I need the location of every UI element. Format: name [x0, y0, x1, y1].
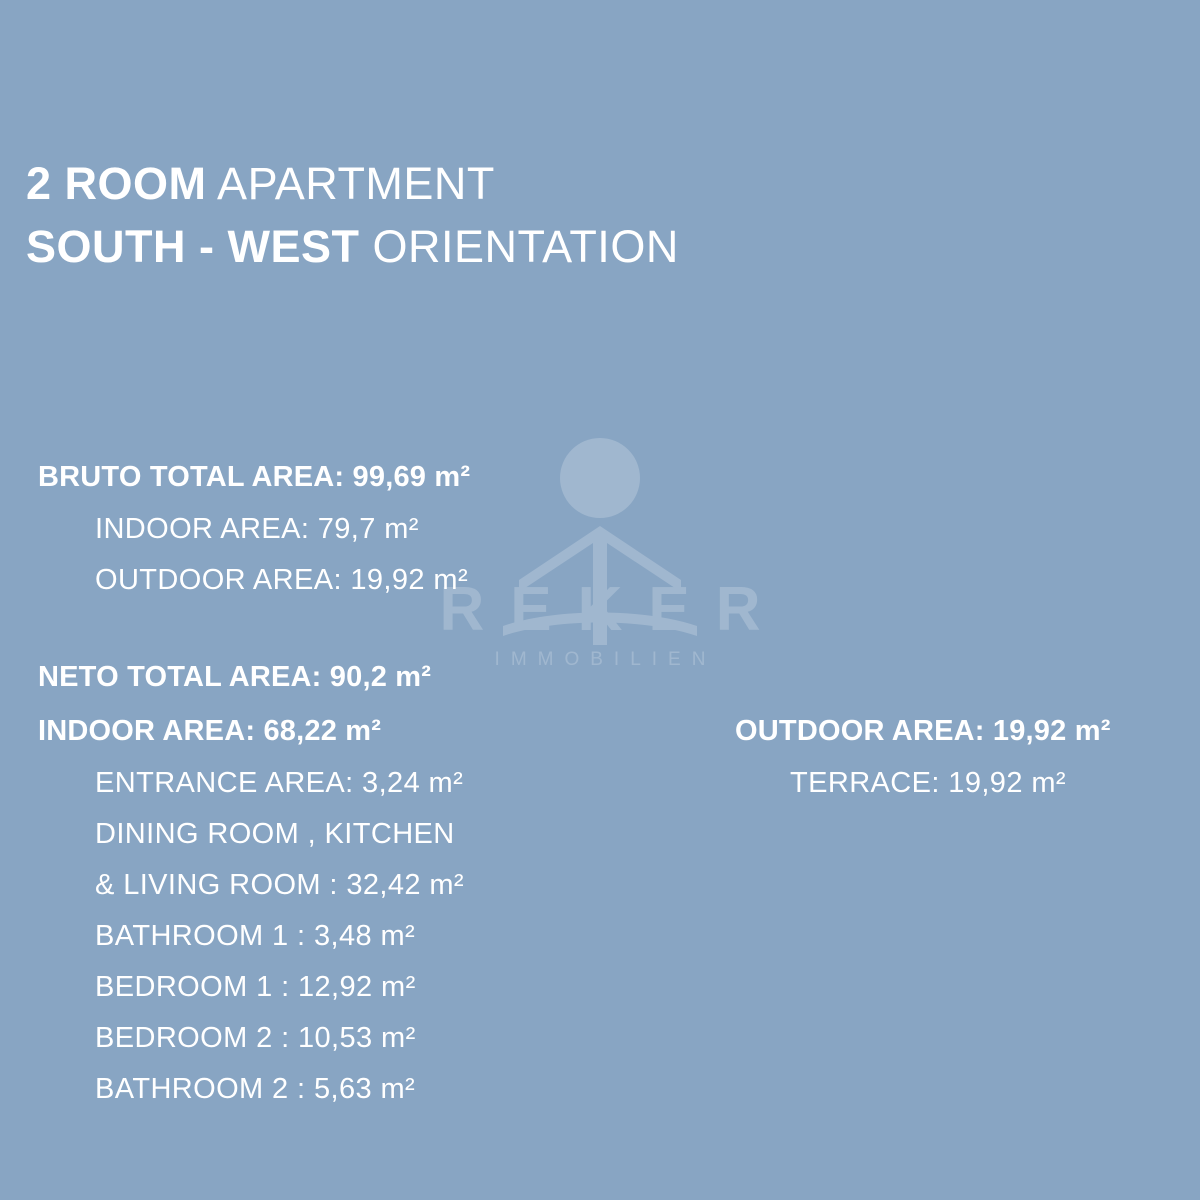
neto-indoor-room: BATHROOM 2 : 5,63 m² [95, 1073, 416, 1105]
section-spacer [0, 606, 1200, 650]
page-title [26, 152, 679, 278]
neto-columns [0, 704, 1200, 1115]
bruto-outdoor-area: OUTDOOR AREA: 19,92 m² [95, 564, 468, 596]
watermark-brand-name: REKER [439, 575, 787, 644]
neto-outdoor-column [735, 704, 1111, 809]
neto-indoor-room: ENTRANCE AREA: 3,24 m² [95, 767, 464, 799]
neto-section [0, 650, 1200, 1115]
title-line-2-light: ORIENTATION [359, 221, 679, 272]
bruto-indoor-area: INDOOR AREA: 79,7 m² [95, 513, 419, 545]
title-line-1 [26, 152, 679, 215]
neto-indoor-room: BEDROOM 2 : 10,53 m² [95, 1022, 416, 1054]
neto-indoor-room: BEDROOM 1 : 12,92 m² [95, 971, 416, 1003]
neto-outdoor-area: OUTDOOR AREA: 19,92 m² [735, 715, 1111, 747]
bruto-total-area: BRUTO TOTAL AREA: 99,69 m² [38, 461, 471, 493]
neto-total-area: NETO TOTAL AREA: 90,2 m² [38, 661, 432, 693]
neto-outdoor-room: TERRACE: 19,92 m² [790, 767, 1066, 799]
neto-indoor-area: INDOOR AREA: 68,22 m² [38, 715, 382, 747]
title-line-1-light: APARTMENT [206, 158, 495, 209]
title-line-2 [26, 215, 679, 278]
neto-indoor-room: DINING ROOM , KITCHEN [95, 818, 455, 850]
title-line-2-bold: SOUTH - WEST [26, 221, 360, 272]
area-breakdown [0, 450, 1200, 1115]
title-line-1-bold: 2 ROOM [26, 158, 207, 209]
neto-indoor-room: BATHROOM 1 : 3,48 m² [95, 920, 416, 952]
bruto-section [0, 450, 1200, 606]
neto-indoor-room: & LIVING ROOM : 32,42 m² [95, 869, 464, 901]
neto-indoor-column [0, 704, 464, 1115]
watermark-brand-sub: IMMOBILIEN [494, 649, 717, 670]
